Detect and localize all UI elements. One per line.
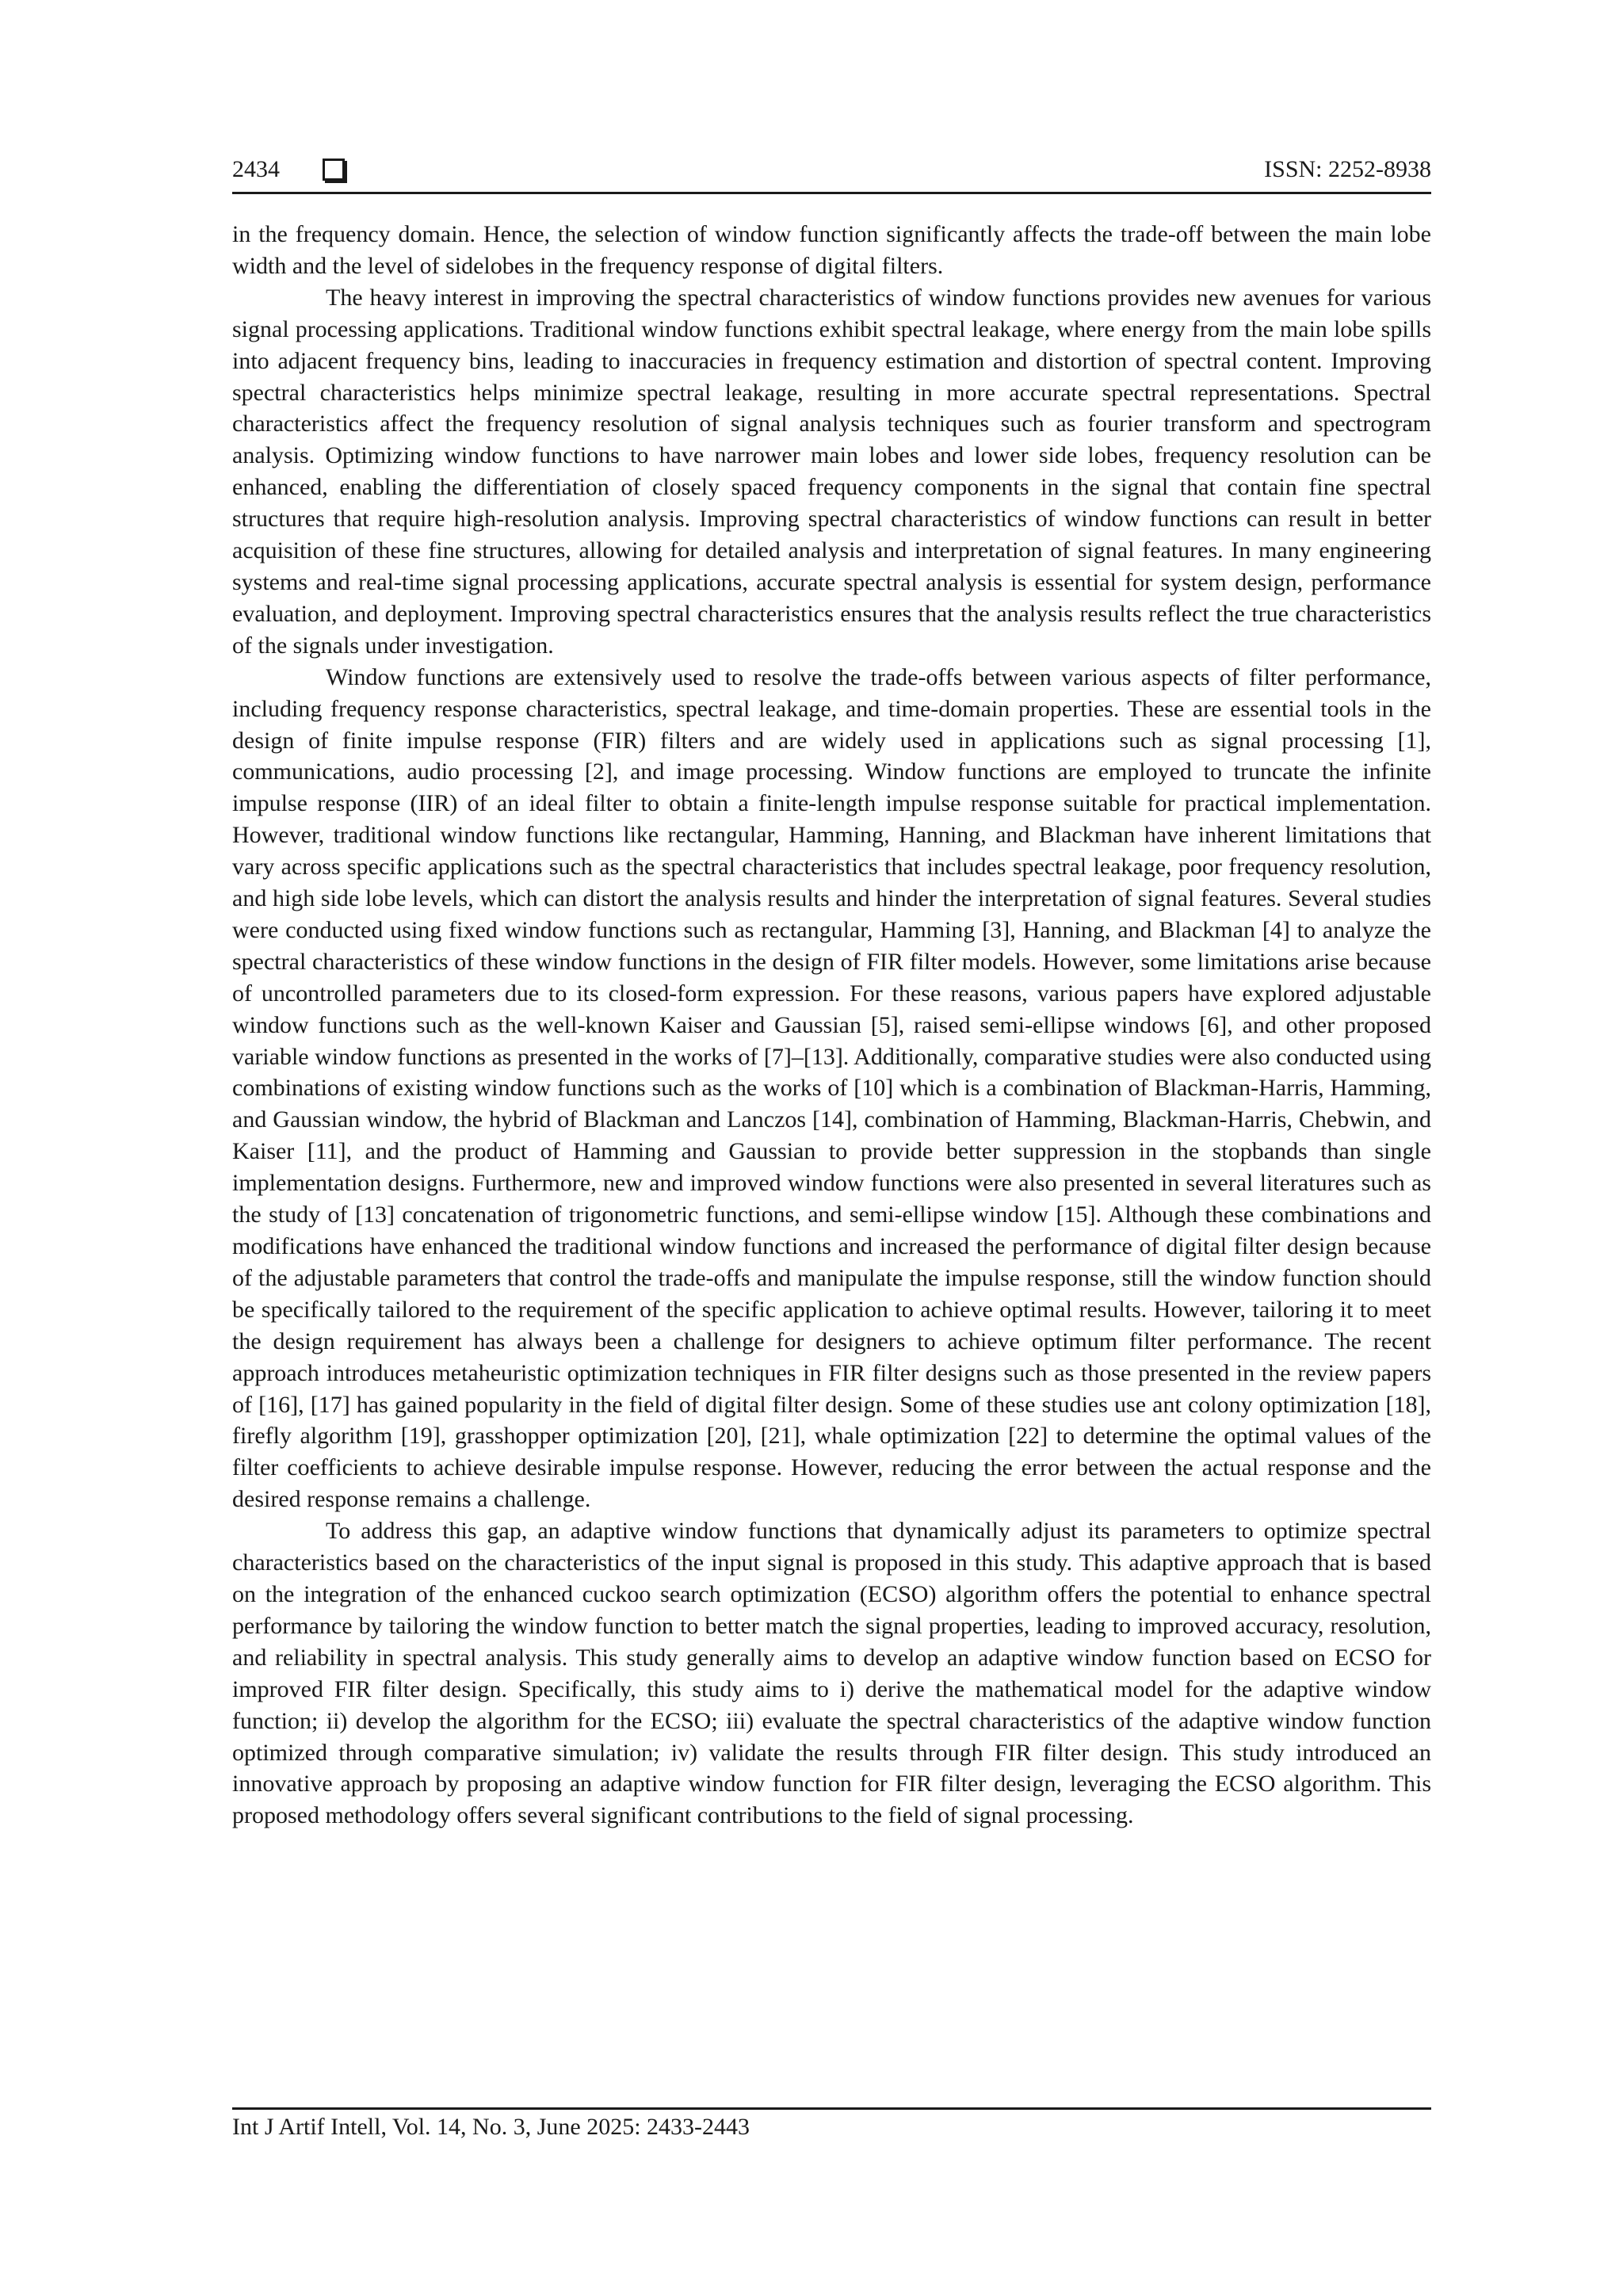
journal-citation-footer: Int J Artif Intell, Vol. 14, No. 3, June 2025: 2433-2443 (232, 2114, 750, 2140)
article-body (232, 219, 1431, 1832)
paragraph-continuation: in the frequency domain. Hence, the selection of window function significantly affects the trade-off between the main lobe width and the level of sidelobes in the frequency response of digital filters. (232, 221, 1431, 279)
page-number: 2434 (232, 156, 280, 182)
issn-label: ISSN: 2252-8938 (1264, 156, 1431, 182)
paragraph-spectral-characteristics: The heavy interest in improving the spectral characteristics of window functions provides new avenues for various signal processing applications. Traditional window functions exhibit spectral leakage, where energy from the main lobe spills into adjacent frequency bins, leading to inaccuracies in frequency estimation and distortion of spectral content. Improving spectral characteristics helps minimize spectral leakage, resulting in more accurate spectral representations. Spectral characteristics affect the frequency resolution of signal analysis techniques such as fourier transform and spectrogram analysis. Optimizing window functions to have narrower main lobes and lower side lobes, frequency resolution can be enhanced, enabling the differentiation of closely spaced frequency components in the signal that contain fine spectral structures that require high-resolution analysis. Improving spectral characteristics of window functions can result in better acquisition of these fine structures, allowing for detailed analysis and interpretation of signal features. In many engineering systems and real-time signal processing applications, accurate spectral analysis is essential for system design, performance evaluation, and deployment. Improving spectral characteristics ensures that the analysis results reflect the true characteristics of the signals under investigation. (232, 284, 1431, 659)
paragraph-proposed-approach: To address this gap, an adaptive window functions that dynamically adjust its parameters to optimize spectral characteristics based on the characteristics of the input signal is proposed in this study. This adaptive approach that is based on the integration of the enhanced cuckoo search optimization (ECSO) algorithm offers the potential to enhance spectral performance by tailoring the window function to better match the signal properties, leading to improved accuracy, resolution, and reliability in spectral analysis. This study generally aims to develop an adaptive window function based on ECSO for improved FIR filter design. Specifically, this study aims to i) derive the mathematical model for the adaptive window function; ii) develop the algorithm for the ECSO; iii) evaluate the spectral characteristics of the adaptive window function optimized through comparative simulation; iv) validate the results through FIR filter design. This study introduced an innovative approach by proposing an adaptive window function for FIR filter design, leveraging the ECSO algorithm. This proposed methodology offers several significant contributions to the field of signal processing. (232, 1518, 1431, 1829)
header-divider (232, 192, 1431, 194)
page-header (232, 155, 1431, 193)
paragraph-window-functions: Window functions are extensively used to resolve the trade-offs between various aspects of filter performance, including frequency response characteristics, spectral leakage, and time-domain properties. These are essential tools in the design of finite impulse response (FIR) filters and are widely used in applications such as signal processing [1], communications, audio processing [2], and image processing. Window functions are employed to truncate the infinite impulse response (IIR) of an ideal filter to obtain a finite-length impulse response suitable for practical implementation. However, traditional window functions like rectangular, Hamming, Hanning, and Blackman have inherent limitations that vary across specific applications such as the spectral characteristics that includes spectral leakage, poor frequency resolution, and high side lobe levels, which can distort the analysis results and hinder the interpretation of signal features. Several studies were conducted using fixed window functions such as rectangular, Hamming [3], Hanning, and Blackman [4] to analyze the spectral characteristics of these window functions in the design of FIR filter models. However, some limitations arise because of uncontrolled parameters due to its closed-form expression. For these reasons, various papers have explored adjustable window functions such as the well-known Kaiser and Gaussian [5], raised semi-ellipse windows [6], and other proposed variable window functions as presented in the works of [7]–[13]. Additionally, comparative studies were also conducted using combinations of existing window functions such as the works of [10] which is a combination of Blackman-Harris, Hamming, and Gaussian window, the hybrid of Blackman and Lanczos [14], combination of Hamming, Blackman-Harris, Chebwin, and Kaiser [11], and the product of Hamming and Gaussian to provide better suppression in the stopbands than single implementation designs. Furthermore, new and improved window functions were also presented in several literatures such as the study of [13] concatenation of trigonometric functions, and semi-ellipse window [15]. Although these combinations and modifications have enhanced the traditional window functions and increased the performance of digital filter design because of the adjustable parameters that control the trade-offs and manipulate the impulse response, still the window function should be specifically tailored to the requirement of the specific application to achieve optimal results. However, tailoring it to meet the design requirement has always been a challenge for designers to achieve optimum filter performance. The recent approach introduces metaheuristic optimization techniques in FIR filter designs such as those presented in the review papers of [16], [17] has gained popularity in the field of digital filter design. Some of these studies use ant colony optimization [18], firefly algorithm [19], grasshopper optimization [20], [21], whale optimization [22] to determine the optimal values of the filter coefficients to achieve desirable impulse response. However, reducing the error between the actual response and the desired response remains a challenge. (232, 663, 1431, 1513)
shadowed-square-icon (323, 159, 345, 181)
footer-divider (232, 2107, 1431, 2110)
